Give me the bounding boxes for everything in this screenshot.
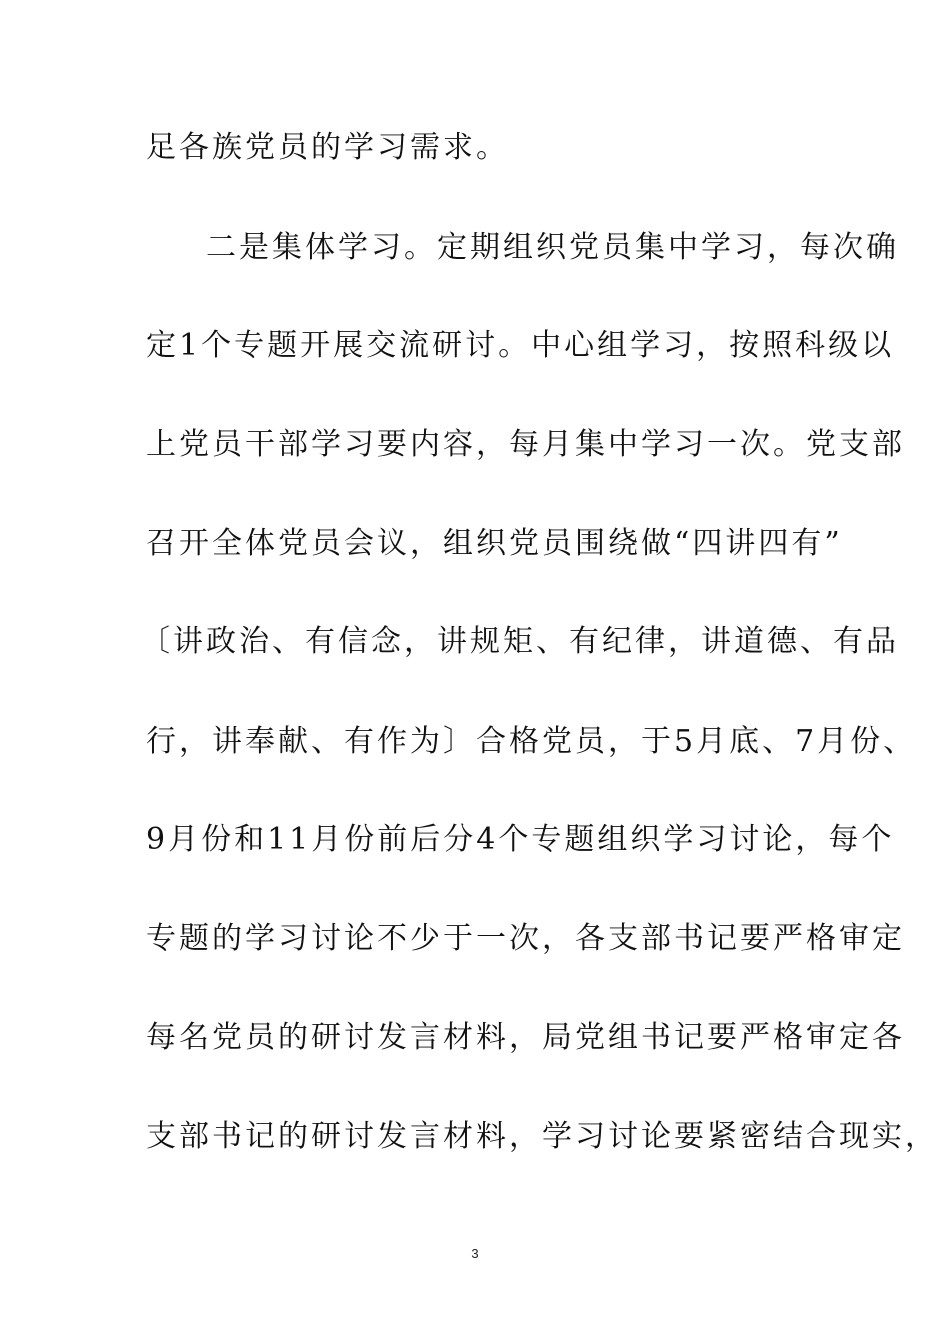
text-line-11: 支部书记的研讨发言材料，学习讨论要紧密结合现实，: [146, 1119, 938, 1154]
text-line-4: 上党员干部学习要内容，每月集中学习一次。党支部: [146, 427, 905, 462]
text-line-1: 足各族党员的学习需求。: [146, 130, 509, 165]
page-number: 3: [471, 1246, 479, 1261]
text-line-7: 行，讲奉献、有作为〕合格党员，于5月底、7月份、: [146, 724, 917, 759]
text-line-8: 9月份和11月份前后分4个专题组织学习讨论，每个: [146, 822, 895, 857]
text-line-10: 每名党员的研讨发言材料，局党组书记要严格审定各: [146, 1020, 905, 1055]
text-line-6: 〔讲政治、有信念，讲规矩、有纪律，讲道德、有品: [140, 624, 899, 659]
text-line-5: 召开全体党员会议，组织党员围绕做“四讲四有”: [146, 526, 843, 561]
text-line-2: 二是集体学习。定期组织党员集中学习，每次确: [206, 230, 899, 265]
text-line-3: 定1个专题开展交流研讨。中心组学习，按照科级以: [146, 328, 895, 363]
text-line-9: 专题的学习讨论不少于一次，各支部书记要严格审定: [146, 921, 905, 956]
